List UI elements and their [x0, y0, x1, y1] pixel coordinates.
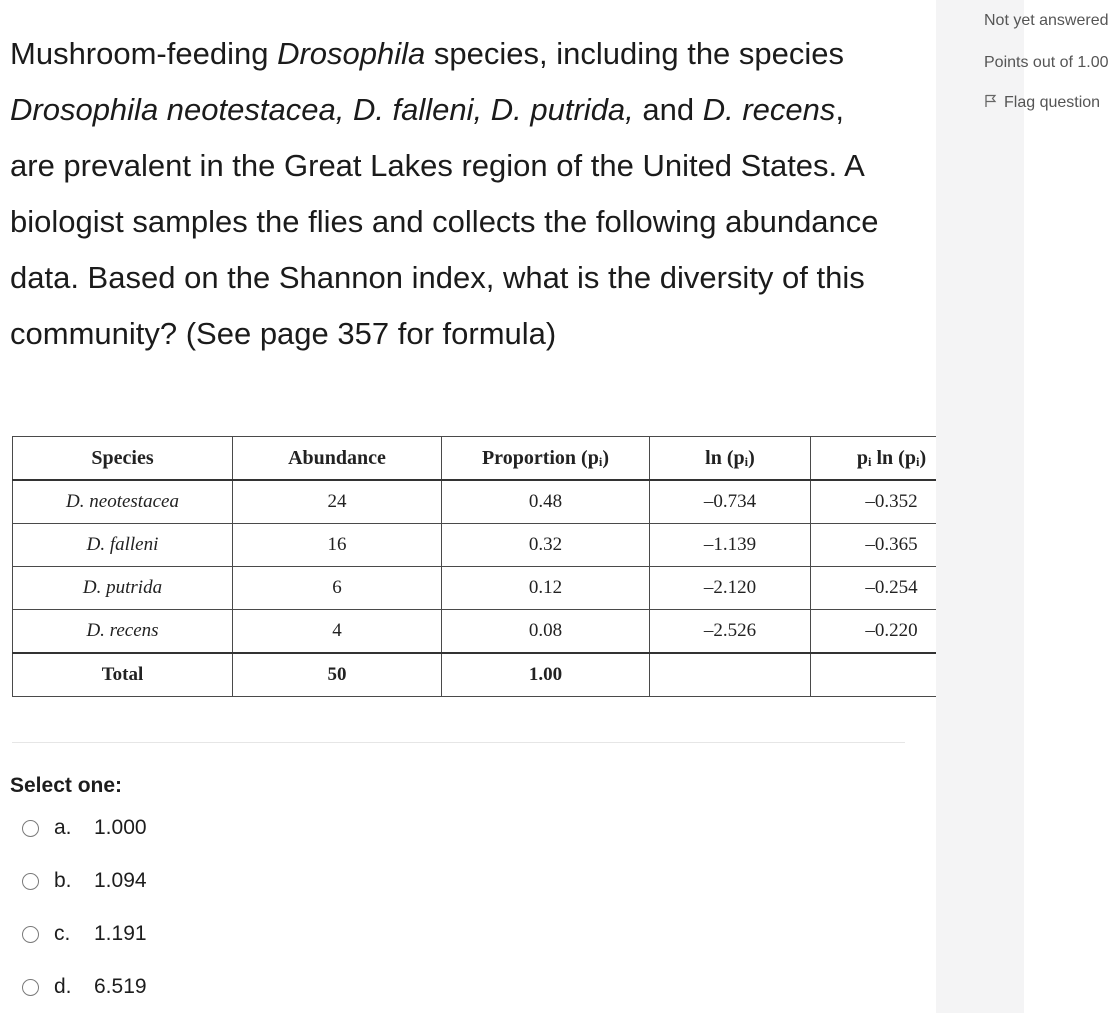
cell-proportion: 0.32: [442, 524, 650, 567]
table-row: [13, 480, 973, 524]
option-value: 1.191: [94, 922, 147, 945]
header-p-ln-p: pᵢ ln (pᵢ): [811, 437, 973, 481]
option-value: 1.094: [94, 869, 147, 892]
option-c[interactable]: [22, 920, 147, 948]
table-row: [13, 567, 973, 610]
header-abundance: Abundance: [233, 437, 442, 481]
select-one-label: Select one:: [10, 774, 123, 797]
option-a[interactable]: [22, 814, 147, 842]
question-text-part: , are prevalent in the Great Lakes region of the United States. A biologist samples the flies and collects the following abundance data. Based on the Shannon index, what is the diversity of this community? (See page 357 for formula): [10, 92, 879, 351]
option-letter: b.: [54, 869, 72, 892]
header-ln-p: ln (pᵢ): [650, 437, 811, 481]
question-italic-part: Drosophila: [277, 36, 426, 71]
option-letter: a.: [54, 816, 72, 839]
question-points: Points out of 1.00: [984, 54, 1109, 71]
question-text-part: and: [633, 92, 703, 127]
abundance-table: [12, 436, 973, 697]
cell-total-proportion: 1.00: [442, 653, 650, 697]
cell-p-ln-p: –0.365: [811, 524, 973, 567]
cell-abundance: 24: [233, 480, 442, 524]
flag-question-link[interactable]: [984, 94, 1100, 112]
cell-ln-p: –0.734: [650, 480, 811, 524]
radio-button-b[interactable]: [22, 873, 39, 890]
table-row: [13, 610, 973, 654]
header-proportion: Proportion (pᵢ): [442, 437, 650, 481]
cell-proportion: 0.48: [442, 480, 650, 524]
cell-total-ln-p: [650, 653, 811, 697]
option-b[interactable]: [22, 867, 147, 895]
flag-question-label: Flag question: [1004, 94, 1101, 111]
cell-p-ln-p: –0.352: [811, 480, 973, 524]
question-info-sidebar: [936, 0, 1109, 1013]
question-italic-part: D. recens: [702, 92, 836, 127]
radio-button-a[interactable]: [22, 820, 39, 837]
question-text-part: species, including the species: [425, 36, 845, 71]
cell-proportion: 0.08: [442, 610, 650, 654]
option-letter: d.: [54, 975, 72, 998]
option-value: 6.519: [94, 975, 147, 998]
cell-total-abundance: 50: [233, 653, 442, 697]
divider: [12, 742, 905, 743]
cell-species: D. recens: [13, 610, 233, 654]
cell-abundance: 16: [233, 524, 442, 567]
cell-proportion: 0.12: [442, 567, 650, 610]
cell-ln-p: –1.139: [650, 524, 811, 567]
cell-p-ln-p: –0.220: [811, 610, 973, 654]
cell-abundance: 4: [233, 610, 442, 654]
question-italic-part: Drosophila neotestacea, D. falleni, D. putrida,: [10, 92, 634, 127]
question-text: [10, 26, 890, 362]
header-species: Species: [13, 437, 233, 481]
option-letter: c.: [54, 922, 71, 945]
cell-species: D. falleni: [13, 524, 233, 567]
flag-icon: [984, 94, 998, 108]
cell-total-label: Total: [13, 653, 233, 697]
cell-species: D. neotestacea: [13, 480, 233, 524]
cell-p-ln-p: –0.254: [811, 567, 973, 610]
question-status: Not yet answered: [984, 12, 1109, 29]
cell-ln-p: –2.120: [650, 567, 811, 610]
question-text-part: Mushroom-feeding: [10, 36, 278, 71]
table-total-row: [13, 653, 973, 697]
radio-button-c[interactable]: [22, 926, 39, 943]
cell-species: D. putrida: [13, 567, 233, 610]
table-header-row: [13, 437, 973, 481]
option-value: 1.000: [94, 816, 147, 839]
cell-abundance: 6: [233, 567, 442, 610]
option-d[interactable]: [22, 973, 147, 1001]
table-row: [13, 524, 973, 567]
radio-button-d[interactable]: [22, 979, 39, 996]
cell-ln-p: –2.526: [650, 610, 811, 654]
